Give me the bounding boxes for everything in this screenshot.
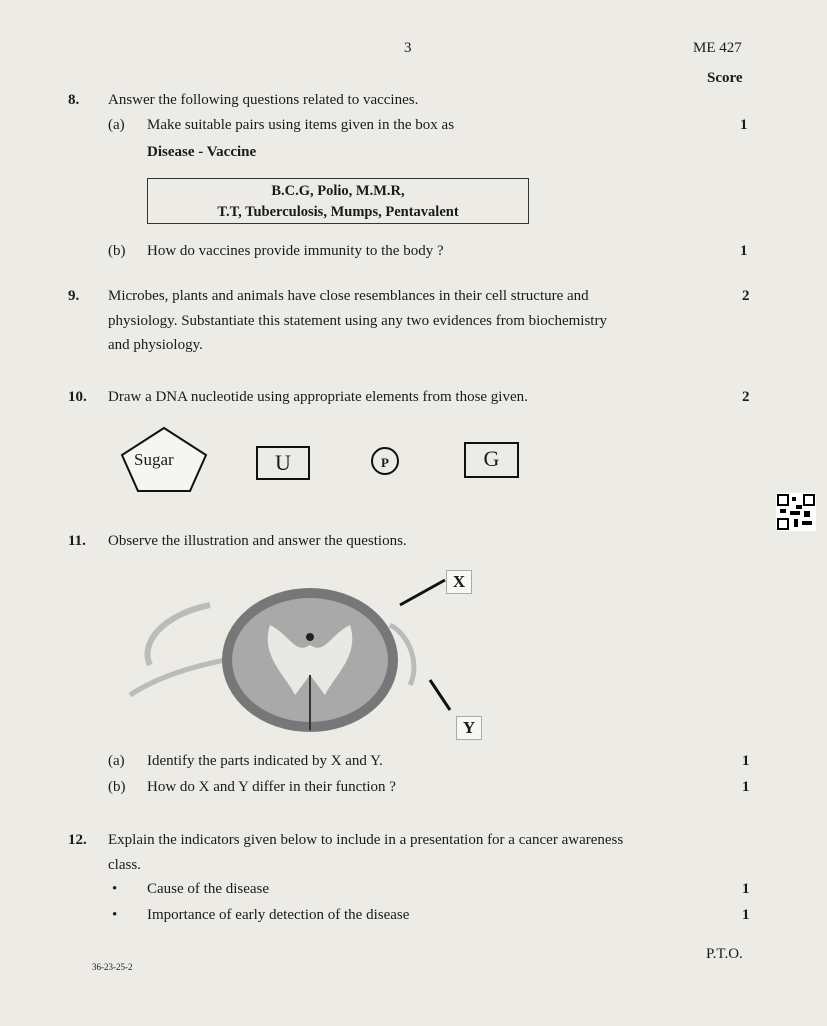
- footer-code: 36-23-25-2: [92, 962, 133, 972]
- sugar-label: Sugar: [134, 450, 174, 469]
- q8a-label: (a): [108, 117, 125, 133]
- q8a-text: Make suitable pairs using items given in the box as: [147, 117, 455, 133]
- q10-text: Draw a DNA nucleotide using appropriate elements from those given.: [108, 389, 528, 405]
- q11a-label: (a): [108, 753, 125, 769]
- paper-code: ME 427: [693, 40, 742, 56]
- q8a-score: 1: [740, 117, 748, 133]
- q11b-label: (b): [108, 779, 126, 795]
- bullet-2-text: Importance of early detection of the disease: [147, 907, 410, 923]
- q9-line2: physiology. Substantiate this statement using any two evidences from biochemistry: [108, 313, 607, 329]
- base-u-box: U: [256, 446, 310, 480]
- q12-line2: class.: [108, 857, 141, 873]
- score-heading: Score: [707, 70, 743, 86]
- page-number: 3: [404, 40, 412, 56]
- bullet-icon: •: [112, 881, 118, 897]
- q8b-text: How do vaccines provide immunity to the body ?: [147, 243, 444, 259]
- q8-text: Answer the following questions related to vaccines.: [108, 92, 419, 108]
- vaccine-box: [147, 178, 529, 224]
- box-line-2: T.T, Tuberculosis, Mumps, Pentavalent: [217, 204, 459, 220]
- q9-score: 2: [742, 288, 750, 304]
- q9-number: 9.: [68, 288, 80, 304]
- q11-text: Observe the illustration and answer the questions.: [108, 533, 407, 549]
- q10-score: 2: [742, 389, 750, 405]
- bullet-icon: •: [112, 907, 118, 923]
- q8-number: 8.: [68, 92, 80, 108]
- qr-code-icon: [776, 493, 816, 531]
- bullet-1-text: Cause of the disease: [147, 881, 270, 897]
- label-x: X: [446, 570, 472, 594]
- q9-line3: and physiology.: [108, 337, 203, 353]
- q10-number: 10.: [68, 389, 87, 405]
- q11a-score: 1: [742, 753, 750, 769]
- base-g-box: G: [464, 442, 519, 478]
- label-y: Y: [456, 716, 482, 740]
- box-line-1: B.C.G, Polio, M.M.R,: [271, 183, 405, 199]
- q11-number: 11.: [68, 533, 86, 549]
- pair-heading: Disease - Vaccine: [147, 144, 257, 160]
- q9-line1: Microbes, plants and animals have close resemblances in their cell structure and: [108, 288, 589, 304]
- bullet-1-score: 1: [742, 881, 750, 897]
- q12-line1: Explain the indicators given below to include in a presentation for a cancer awareness: [108, 832, 624, 848]
- bullet-2-score: 1: [742, 907, 750, 923]
- q8b-label: (b): [108, 243, 126, 259]
- pto: P.T.O.: [706, 946, 743, 962]
- q11b-text: How do X and Y differ in their function ?: [147, 779, 396, 795]
- phosphate-circle: P: [371, 447, 399, 475]
- spinal-cord-illustration: [120, 565, 460, 740]
- q12-number: 12.: [68, 832, 87, 848]
- q11a-text: Identify the parts indicated by X and Y.: [147, 753, 383, 769]
- q8b-score: 1: [740, 243, 748, 259]
- q11b-score: 1: [742, 779, 750, 795]
